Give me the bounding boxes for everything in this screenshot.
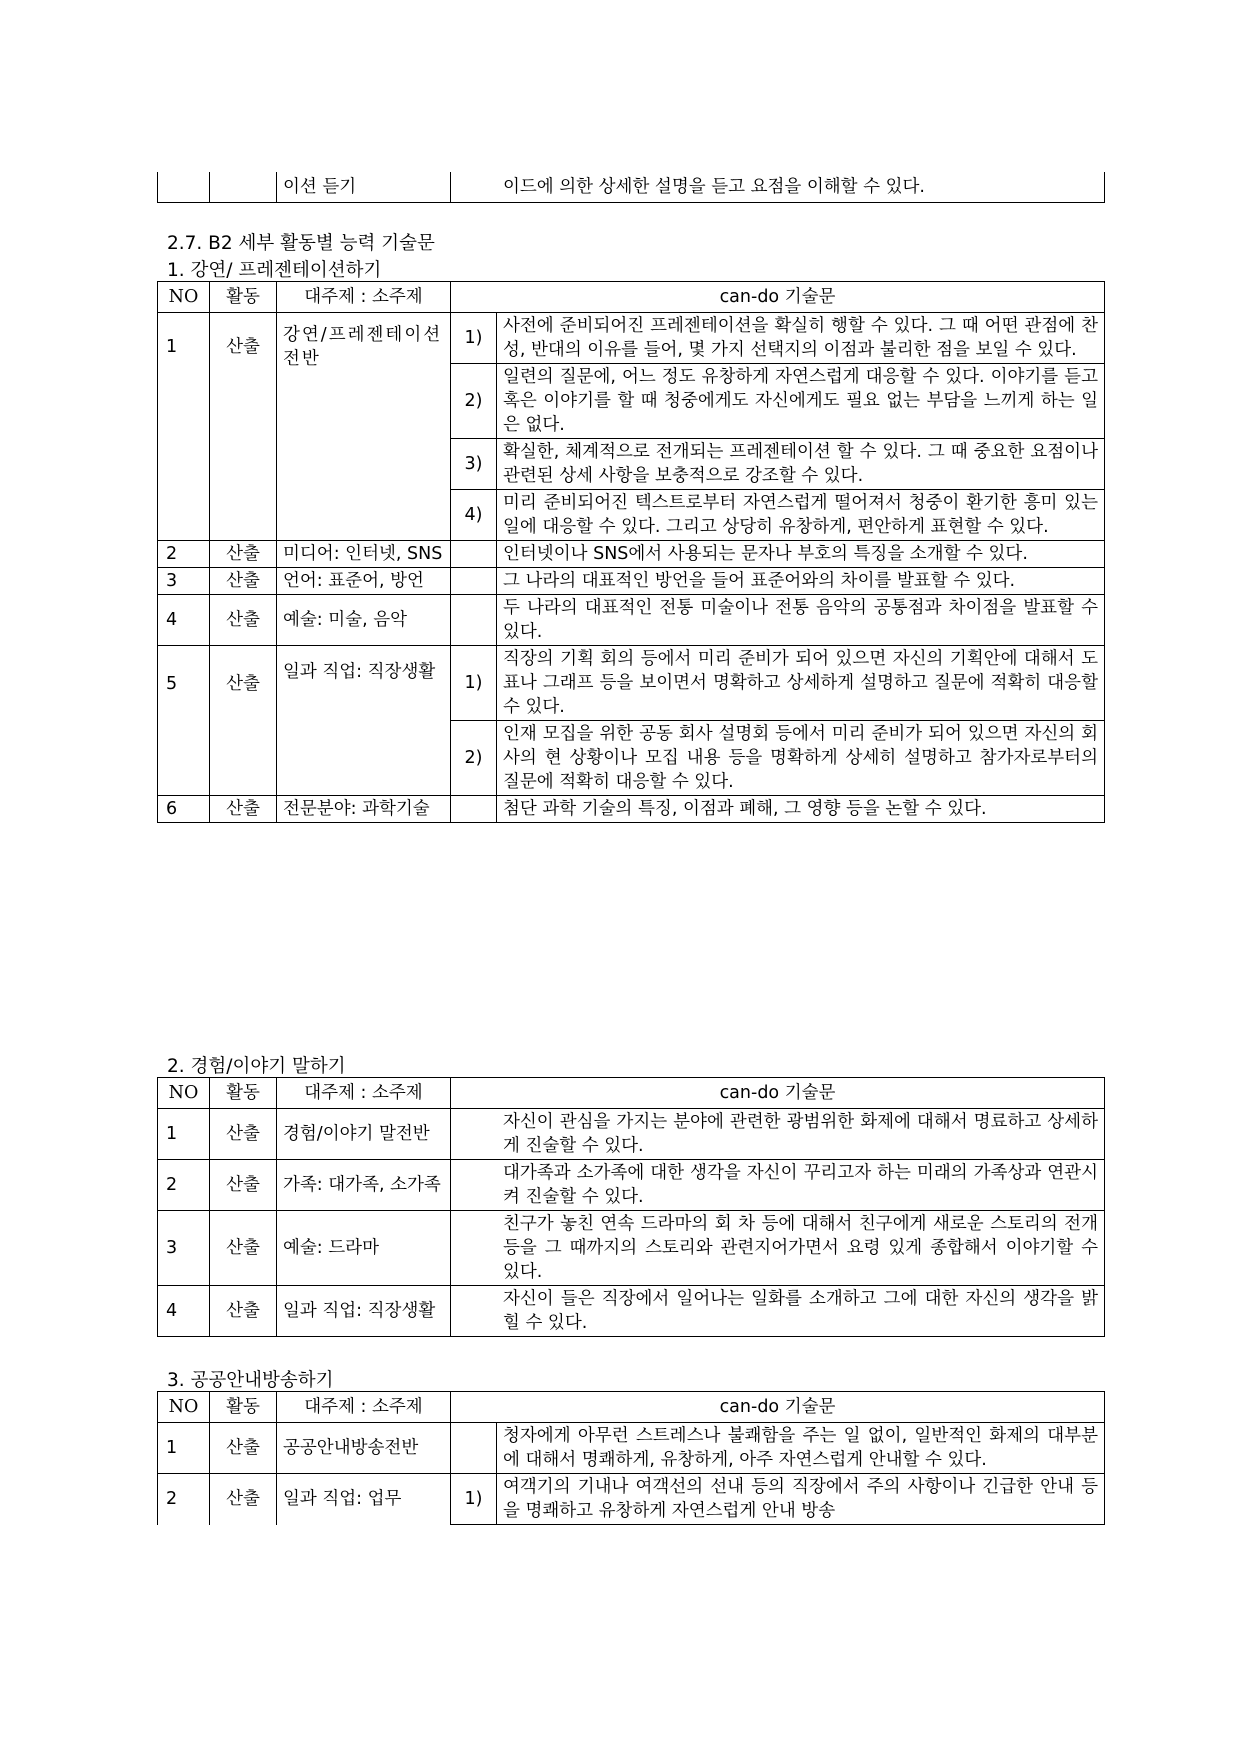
- table-row: [158, 541, 1105, 568]
- cell-topic: 전문분야: 과학기술: [277, 796, 451, 823]
- cell-no: 4: [158, 1286, 210, 1337]
- cell-topic: 예술: 미술, 음악: [277, 595, 451, 646]
- header-activity: 활동: [210, 1078, 277, 1109]
- item-number: 4): [451, 490, 497, 541]
- item-text: 자신이 들은 직장에서 일어나는 일화를 소개하고 그에 대한 자신의 생각을 밝힐 수 있다.: [451, 1286, 1105, 1337]
- item-text: 일련의 질문에, 어느 정도 유창하게 자연스럽게 대응할 수 있다. 이야기를 듣고 혹은 이야기를 할 때 청중에게도 자신에게도 필요 없는 부담을 느끼게 하는 일은 없다.: [497, 364, 1105, 439]
- cell-no: 6: [158, 796, 210, 823]
- header-no: NO: [158, 282, 210, 313]
- cell-topic: 공공안내방송전반: [277, 1423, 451, 1474]
- cell-no: 5: [158, 646, 210, 796]
- cell-activity: 산출: [210, 1474, 277, 1525]
- cell-no: 1: [158, 1109, 210, 1160]
- cell-no: 1: [158, 313, 210, 541]
- table-row: [158, 1474, 1105, 1525]
- section1-table: [157, 281, 1105, 823]
- cell-no: 2: [158, 1160, 210, 1211]
- item-number: [451, 595, 497, 646]
- item-number: [451, 541, 497, 568]
- cell-no: [158, 172, 210, 202]
- cell-topic: 가족: 대가족, 소가족: [277, 1160, 451, 1211]
- cell-topic: 일과 직업: 직장생활: [277, 1286, 451, 1337]
- item-number: 3): [451, 439, 497, 490]
- cell-no: 2: [158, 1474, 210, 1525]
- item-number: 1): [451, 1474, 497, 1525]
- cell-topic: 예술: 드라마: [277, 1211, 451, 1286]
- cell-activity: 산출: [210, 646, 277, 796]
- header-no: NO: [158, 1078, 210, 1109]
- item-number: [451, 1423, 497, 1474]
- table-row: [158, 595, 1105, 646]
- header-activity: 활동: [210, 282, 277, 313]
- table-row: [158, 1211, 1105, 1286]
- item-text: 사전에 준비되어진 프레젠테이션을 확실히 행할 수 있다. 그 때 어떤 관점에 찬성, 반대의 이유를 들어, 몇 가지 선택지의 이점과 불리한 점을 보일 수 있다.: [497, 313, 1105, 364]
- item-text: 인재 모집을 위한 공동 회사 설명회 등에서 미리 준비가 되어 있으면 자신의 회사의 현 상황이나 모집 내용 등을 명확하게 상세히 설명하고 참가자로부터의 질문에 적확히 대응할 수 있다.: [497, 721, 1105, 796]
- item-number: 2): [451, 364, 497, 439]
- main-heading: 2.7. B2 세부 활동별 능력 기술문: [167, 233, 435, 254]
- item-number: [451, 796, 497, 823]
- item-text: 그 나라의 대표적인 방언을 들어 표준어와의 차이를 발표할 수 있다.: [497, 568, 1105, 595]
- section1-title: 1. 강연/ 프레젠테이션하기: [167, 260, 382, 281]
- top-fragment-table: [157, 172, 1105, 203]
- item-text: 첨단 과학 기술의 특징, 이점과 폐해, 그 영향 등을 논할 수 있다.: [497, 796, 1105, 823]
- table-row: [158, 1160, 1105, 1211]
- cell-activity: 산출: [210, 1109, 277, 1160]
- cell-no: 3: [158, 1211, 210, 1286]
- header-can-do: can-do 기술문: [451, 282, 1105, 313]
- table-row: [158, 646, 1105, 721]
- item-text: 친구가 놓친 연속 드라마의 회 차 등에 대해서 친구에게 새로운 스토리의 전개 등을 그 때까지의 스토리와 관련지어가면서 요령 있게 종합해서 이야기할 수 있다.: [451, 1211, 1105, 1286]
- cell-can-do: 이드에 의한 상세한 설명을 듣고 요점을 이해할 수 있다.: [451, 172, 1105, 202]
- cell-topic: 언어: 표준어, 방언: [277, 568, 451, 595]
- section3-title: 3. 공공안내방송하기: [167, 1370, 334, 1391]
- cell-topic: 미디어: 인터넷, SNS: [277, 541, 451, 568]
- header-topic: 대주제 : 소주제: [277, 1392, 451, 1423]
- table-row: [158, 313, 1105, 364]
- header-topic: 대주제 : 소주제: [277, 1078, 451, 1109]
- table-row: [158, 1286, 1105, 1337]
- cell-activity: 산출: [210, 1423, 277, 1474]
- item-number: 2): [451, 721, 497, 796]
- section2-title: 2. 경험/이야기 말하기: [167, 1056, 346, 1077]
- item-text: 직장의 기획 회의 등에서 미리 준비가 되어 있으면 자신의 기획안에 대해서 도표나 그래프 등을 보이면서 명확하고 상세하게 설명하고 질문에 적확히 대응할 수 있다.: [497, 646, 1105, 721]
- item-text: 청자에게 아무런 스트레스나 불쾌함을 주는 일 없이, 일반적인 화제의 대부분에 대해서 명쾌하게, 유창하게, 아주 자연스럽게 안내할 수 있다.: [497, 1423, 1105, 1474]
- table-row: [158, 796, 1105, 823]
- table-row: [158, 1423, 1105, 1474]
- cell-activity: [210, 172, 277, 202]
- section3-table: [157, 1391, 1105, 1525]
- table-header-row: [158, 1078, 1105, 1109]
- header-no: NO: [158, 1392, 210, 1423]
- header-can-do: can-do 기술문: [451, 1078, 1105, 1109]
- cell-activity: 산출: [210, 541, 277, 568]
- header-topic: 대주제 : 소주제: [277, 282, 451, 313]
- header-activity: 활동: [210, 1392, 277, 1423]
- cell-topic: 일과 직업: 업무: [277, 1474, 451, 1525]
- cell-topic: 강연/프레젠테이션전반: [277, 313, 451, 541]
- cell-no: 2: [158, 541, 210, 568]
- table-row: [158, 1109, 1105, 1160]
- cell-activity: 산출: [210, 1160, 277, 1211]
- cell-activity: 산출: [210, 568, 277, 595]
- cell-activity: 산출: [210, 313, 277, 541]
- item-text: 미리 준비되어진 텍스트로부터 자연스럽게 떨어져서 청중이 환기한 흥미 있는 일에 대응할 수 있다. 그리고 상당히 유창하게, 편안하게 표현할 수 있다.: [497, 490, 1105, 541]
- table-row: [158, 568, 1105, 595]
- item-text: 대가족과 소가족에 대한 생각을 자신이 꾸리고자 하는 미래의 가족상과 연관시켜 진술할 수 있다.: [451, 1160, 1105, 1211]
- cell-activity: 산출: [210, 595, 277, 646]
- cell-no: 3: [158, 568, 210, 595]
- item-text: 자신이 관심을 가지는 분야에 관련한 광범위한 화제에 대해서 명료하고 상세하게 진술할 수 있다.: [451, 1109, 1105, 1160]
- cell-topic: 일과 직업: 직장생활: [277, 646, 451, 796]
- cell-no: 1: [158, 1423, 210, 1474]
- item-number: 1): [451, 313, 497, 364]
- item-text: 인터넷이나 SNS에서 사용되는 문자나 부호의 특징을 소개할 수 있다.: [497, 541, 1105, 568]
- table-header-row: [158, 282, 1105, 313]
- header-can-do: can-do 기술문: [451, 1392, 1105, 1423]
- cell-activity: 산출: [210, 1286, 277, 1337]
- cell-topic: 이션 듣기: [277, 172, 451, 202]
- cell-activity: 산출: [210, 796, 277, 823]
- item-text: 여객기의 기내나 여객선의 선내 등의 직장에서 주의 사항이나 긴급한 안내 등을 명쾌하고 유창하게 자연스럽게 안내 방송: [497, 1474, 1105, 1525]
- table-header-row: [158, 1392, 1105, 1423]
- cell-activity: 산출: [210, 1211, 277, 1286]
- item-number: [451, 568, 497, 595]
- item-text: 확실한, 체계적으로 전개되는 프레젠테이션 할 수 있다. 그 때 중요한 요점이나 관련된 상세 사항을 보충적으로 강조할 수 있다.: [497, 439, 1105, 490]
- item-text: 두 나라의 대표적인 전통 미술이나 전통 음악의 공통점과 차이점을 발표할 수 있다.: [497, 595, 1105, 646]
- item-number: 1): [451, 646, 497, 721]
- cell-topic: 경험/이야기 말전반: [277, 1109, 451, 1160]
- cell-no: 4: [158, 595, 210, 646]
- section2-table: [157, 1077, 1105, 1337]
